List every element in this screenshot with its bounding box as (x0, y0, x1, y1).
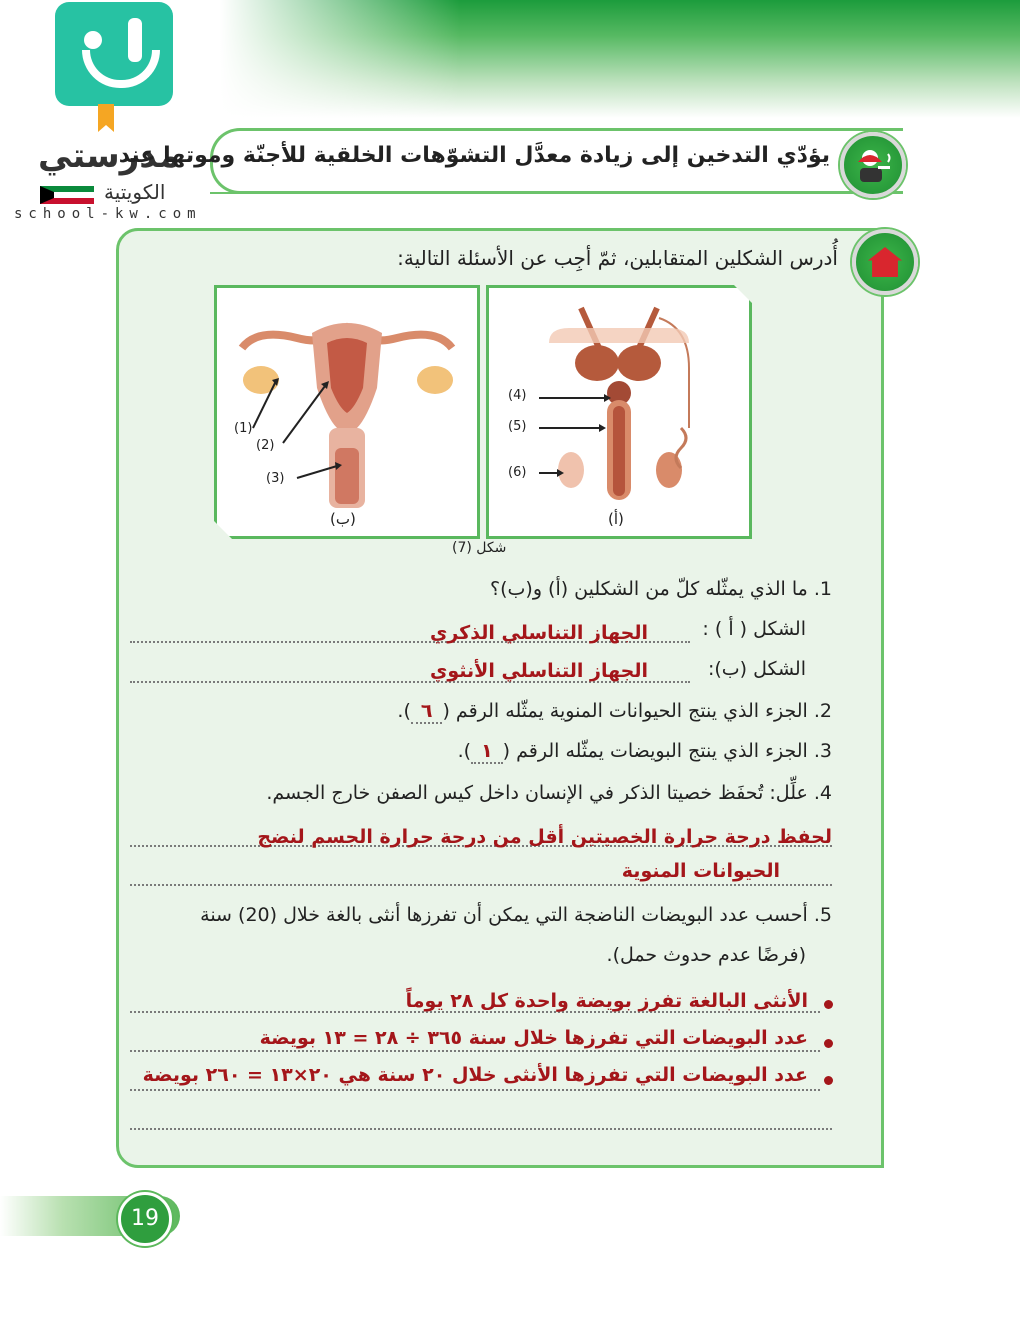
q5-answer-line-2 (130, 1050, 820, 1052)
callout-3: (3) (266, 471, 285, 486)
figure-a-label: (أ) (608, 510, 624, 528)
callout-1: (1) (234, 421, 253, 436)
logo-bookmark-icon (98, 104, 114, 132)
kuwait-flag-icon (40, 186, 94, 204)
q1-b-answer: الجهاز التناسلي الأنثوي (429, 660, 648, 682)
question-5-line-2: (فرضًا عدم حدوث حمل). (606, 944, 806, 966)
callout-5: (5) (508, 419, 527, 434)
school-logo (0, 0, 225, 225)
question-1: 1. ما الذي يمثّله كلّ من الشكلين (أ) و(ب)؟ (490, 578, 832, 600)
q1-b-label: الشكل (ب): (707, 658, 806, 680)
q2-blank (411, 700, 443, 724)
figure-a-box (486, 285, 752, 539)
home-activity-badge (852, 229, 918, 295)
page-number: 19 (118, 1192, 172, 1246)
q5-answer-3: عدد البويضات التي تفرزها الأنثى خلال ٢٠ سنة هي ٢٠×١٣ = ٢٦٠ بويضة (142, 1064, 808, 1086)
q5-bullet-3 (824, 1076, 833, 1085)
question-3 (458, 740, 832, 762)
q2-answer: ٦ (420, 700, 433, 722)
callout-4: (4) (508, 388, 527, 403)
house-icon (868, 247, 902, 277)
logo-url: school-kw.com (14, 206, 202, 222)
q2-end: ). (397, 700, 411, 722)
q3-text: 3. الجزء الذي ينتج البويضات يمثّله الرقم ( (502, 740, 832, 762)
header-gradient-fade (220, 0, 460, 118)
banner-underline (210, 192, 900, 194)
q5-bullet-1 (824, 1000, 833, 1009)
banner-text: يؤدّي التدخين إلى زيادة معدَّل التشوّهات الخلقية للأجنّة وموتها عند (118, 143, 830, 168)
q3-end: ). (457, 740, 472, 762)
callout-2: (2) (256, 438, 275, 453)
q4-answer-line-2 (130, 884, 832, 886)
q3-blank (471, 740, 503, 764)
female-reproductive-illustration (217, 288, 477, 536)
q5-bullet-2 (824, 1039, 833, 1048)
smoking-warning-badge (840, 132, 906, 198)
male-reproductive-illustration (489, 288, 749, 536)
q5-answer-1: الأنثى البالغة تفرز بويضة واحدة كل ٢٨ يوماً (405, 990, 808, 1012)
q2-text: 2. الجزء الذي ينتج الحيوانات المنوية يمثّله الرقم ( (442, 700, 832, 722)
logo-title: مدرستي (38, 136, 180, 176)
callout-6: (6) (508, 465, 527, 480)
q5-answer-2: عدد البويضات التي تفرزها خلال سنة ٣٦٥ ÷ ٢٨ = ١٣ بويضة (259, 1027, 808, 1049)
question-2 (397, 700, 832, 722)
q1-a-answer: الجهاز التناسلي الذكري (429, 622, 648, 644)
figure-b-box (214, 285, 480, 539)
q5-answer-line-3 (130, 1089, 820, 1091)
q4-answer-line-1-text: لحفظ درجة حرارة الخصيتين أقل من درجة حرارة الجسم لنضج (257, 826, 832, 848)
question-4: 4. علِّل: تُحفَظ خصيتا الذكر في الإنسان داخل كيس الصفن خارج الجسم. (266, 782, 832, 804)
q3-answer: ١ (481, 740, 493, 762)
logo-dot (84, 31, 102, 49)
figure-caption: شكل (7) (452, 540, 507, 556)
smoker-icon (844, 136, 902, 194)
question-5-line-1: 5. أحسب عدد البويضات الناضجة التي يمكن أن تفرزها أنثى بالغة خلال (20) سنة (200, 904, 832, 926)
q5-answer-line-4 (130, 1128, 832, 1130)
q1-a-label: الشكل ( أ ) : (702, 618, 806, 640)
figure-b-label: (ب) (330, 510, 356, 528)
logo-subtitle: الكويتية (104, 180, 166, 204)
q4-answer-line-2-text: الحيوانات المنوية (621, 860, 780, 882)
activity-intro: أُدرس الشكلين المتقابلين، ثمّ أجِب عن الأسئلة التالية: (397, 246, 838, 270)
